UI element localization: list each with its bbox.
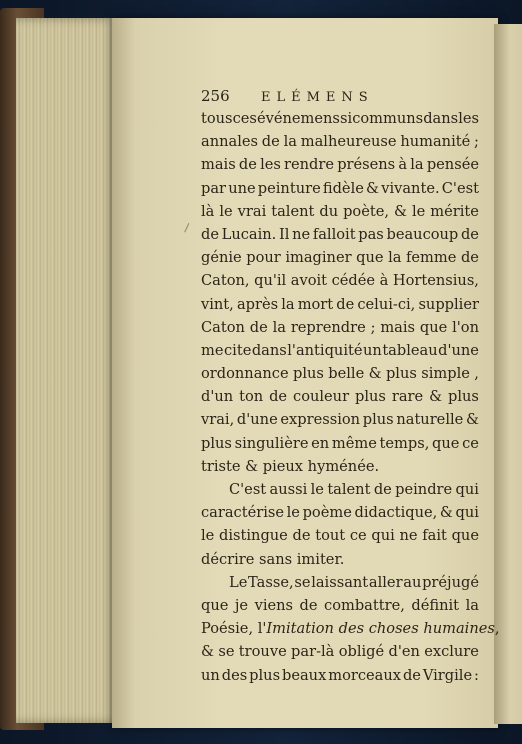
text-line: caractérise le poème didactique, & qui [201,504,479,522]
text-line: décrire sans imiter. [201,550,345,568]
body-text [201,107,500,687]
page-block-edges [16,18,120,723]
text-line: vrai, d'une expression plus naturelle & [201,411,479,429]
text-line: mais de les rendre présens à la pensée [201,156,479,174]
text-line: que je viens de combattre, définit la [201,596,479,614]
text-line: Caton de la reprendre ; mais que l'on [201,318,479,336]
page-number: 256 [201,87,230,105]
text-line: & se trouve par-là obligé d'en exclure [201,643,479,661]
text-line: tous ces événemens si communs dans les [201,110,479,127]
text-line: ordonnance plus belle & plus simple , [201,365,479,383]
text-line: là le vrai talent du poète, & le mérite [201,202,479,220]
text-line: me cite dans l'antiquité un tableau d'une [201,341,479,359]
text-line: plus singulière en même temps, que ce [201,434,479,452]
text-line: triste & pieux hyménée. [201,457,380,475]
text-line: un des plus beaux morceaux de Virgile : [201,666,479,684]
text-line: Le Tasse, se laissant aller au préjugé [229,573,479,591]
text-line: génie pour imaginer que la femme de [201,249,479,267]
text-line: Caton, qu'il avoit cédée à Hortensius, [201,272,479,290]
italic-phrase: Imitation des choses humaines [266,620,495,638]
text-line: annales de la malheureuse humanité ; [201,133,479,151]
text-line: Poésie, l'Imitation des choses humaines, [201,617,479,640]
text-line: d'un ton de couleur plus rare & plus [201,388,479,406]
text-line: vint, après la mort de celui-ci, supplier [201,295,479,313]
text-line: le distingue de tout ce qui ne fait que [201,527,479,545]
page-header [201,87,479,107]
text-line: de Lucain. Il ne falloit pas beaucoup de [201,225,479,243]
text-line: par une peinture fidèle & vivante. C'est [201,179,479,197]
running-title: ELÉMENS [261,90,374,105]
text-line: C'est aussi le talent de peindre qui [229,481,479,498]
page-content [201,87,500,687]
